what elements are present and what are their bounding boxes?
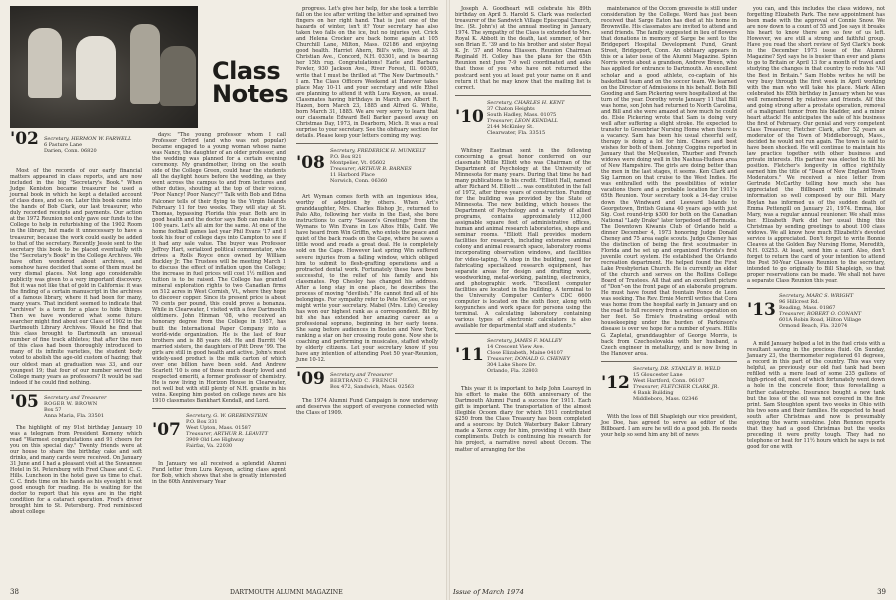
treasurer-address: 304 Lake Shore Dr. Orlando, Fla. 32803 [487, 362, 538, 375]
treasurer-address: 2144 McKinley St. Clearwater, Fla. 33515 [487, 123, 546, 136]
class-note-text: maintenance of the Occom gravesite is still under consideration by the College. Word has just been received that Sarge Eaton has died at his home in Brownville. His classmates are invited to attend and send friends. The family suggested in lieu of flowers that donations in memory of Sarge be sent to the Bridgeport Hospital Development Fund, Grant Street, Bridgeport, Conn. An obituary appears in this or a later issue of the Alumni Magazine. Spinn Norris wrote about a grandson, Andrew Breen, who has applied for entrance to Dartmouth. An excellent scholar and a good athlete, co-captain of his basketball team and on the soccer team. We learned on the Director of Admissions in his behalf. Both Bill Gooding and Sam Pickering were hospitalized at the turn of the year. Dorothy wrote January 11 that Bill was home, son John had returned to North Carolina, and Bill and she were amazed at how much he could do. Elsie Pickering wrote that Sam is doing very well after suffering a slight stroke. He expected to transfer to Greenbriar Nursing Home when there is a vacancy. Sam has been his usual cheerful self, therapy is doing a lot for him. Cheers and best wishes for both of them. Johnny Coggins reported in January that the McQuesten, Thurber and French widows were doing well in the Nashua-Hudson area of New Hampshire. The girls are doing better than the men in the last stages, it seems. Ken Clark and Sig Larmon on that cruise to the West Indies. He was enthralled with the possibilities of winter vacations there and a probable location for 1911's 65th Reunion. Your secretary took a 34-day cruise down the Windward and Leeward Islands to Georgetown, British Guiana 40 years ago with just Sig. Cost round-trip $300 for both on the Canadian National "Lady Drake" later torpedoed off Bermuda. The Downtown Kiwanis Club of Orlando held a dinner December 4, 1973 honoring Judge Donald Cheney and 75 area eagle scouts. Judge Cheney has the distinction of being the first scoutmaster in Florida and he set up and organized Florida's first juvenile court system. He established the Orlando recreation department. He helped found the First Lake Presbyterian Church. He is currently an elder of the church and serves on the Rollins College Board of Trustees. All that and an excellent picture of "Don"-on the front page of an elaborate program. He must have found that fountain Ponce de Leon was seeking. The Rev. Ernie Merrill writes that Cora was home from the hospital early in January and on the road to full recovery from a serious operation on her feet. So Ernie's frustrating ordeal with housekeeping under the burden of Parkinson's disease is over we hope for a number of years. Hillis G. Zapletal, granddaughter of George Morris, is back from Czechoslovakia with her husband, a Czech engineer in metallurgy, and is now living in the Hanover area. [601, 6, 737, 357]
secretary-block [330, 148, 438, 184]
class-year: '08 [296, 153, 325, 174]
secretary-block [186, 413, 286, 449]
class-year: '09 [296, 369, 325, 390]
magazine-name: DARTMOUTH ALUMNI MAGAZINE [230, 589, 343, 596]
secretary-block [44, 136, 142, 154]
right-page [449, 0, 896, 600]
right-column-1 [455, 6, 591, 453]
secretary-label: Secretary, MARC S. WRIGHT [779, 293, 854, 300]
class-year: '11 [455, 345, 484, 366]
class-year: '07 [152, 420, 181, 441]
class-year: '12 [601, 372, 630, 393]
treasurer-address: 3909 Old Lee Highway Fairfax, Va. 22030 [186, 437, 245, 450]
right-column-3 [747, 6, 885, 450]
class-note-text: Most of the records of our early financial matters appeared in class reports, and are now included in the big "Secretary's Book." When Judge Keniston became treasurer he used a journal book in which he kept a detailed account of class dues, and so on. Later this book came into the hands of Bob Clark, our last treasurer, who duly recorded receipts and payments. Our action at the 1972 Reunion not only gave our funds to the College to help in refurbishing of the 1902 Room in the library, but made it unnecessary to have a treasurer, because the work could easily be added to that of the secretary. Recently Jessie sent to the secretary this book to be placed eventually with the "Secretary's Book" in the College Archives. We have often wondered about archives, and somehow have decided that some of them must be very dismal places. Not long ago considerable publicity was given to a very important discovery. But it was not like that of gold in California: it was the finding of a certain manuscript in the archives of a famous library, where it had been for many, many years. That incident seemed to indicate that "archives" is a term for a place to hide things. Then we have wondered what some future searcher might find about our Class of 1902 in the Dartmouth Library Archives. Would he find that this class brought to Dartmouth an unusual number of fine track athletes; that after the men of this class had been thoroughly introduced to many of its infinite varieties, the student body voted to abolish the age-old custom of hazing; that our oldest man at graduation was 33, and our youngest 19; that four of our number served the College many years as professors? It would be sad indeed if he could find nothing. [10, 168, 142, 386]
class-note-text: This year it is important to help John Learoyd in his effort to make the 60th anniversary of the Dartmouth Alumni Fund a success for 1911. Each gift is important. The transportation of the almost illegible Ocoom diary for which 1911 contributed $250 from the Class Treasury has been completed and a sources: by Dutch Waterbury Baker Library made a Xerox copy for him, providing it with their compliments. Dutch is continuing his research for his project, a narrative novel about Occom. The matter of arranging for the [455, 386, 591, 453]
class-note-text: The highlight of my 91st birthday January 10 was a telegram from President Kemeny which read "Warmest congratulations and 91 cheers for you on this special day." Twenty friends were at our house to share the birthday cake and soft drinks, and many cards were received. On January 31 June and I had a pleasant visit at the Suwannee Hotel in St. Petersburg with Fred Chase and C. C. Hills. Luncheon in the hotel gave us time to chat. C. C. finds time on his hands as his eyesight is not good enough for reading. He is waiting for the doctor to report that his eyes are in the right condition for a cataract operation. Fred's driver brought him to St. Petersburg. Fred reminisced about college [10, 424, 142, 516]
class-note-text: Art Wyman comes forth with an ingenious idea, worthy of adoption by others. When Art's granddaughter, Mrs. Charles Bishop Jr., returned to Palo Alto, following her visits in the East, she bore instructions to carry "Season's Greetings" from the Wymans to Win Evans in Los Altos Hills, Calif. We have heard from Win Griffin, who extols the peace and quiet of the back roads on the Cape, where he saws a little wood and reads a great deal. He is completely sold on the Cape. However last spring Win suffered severe injuries from a falling window, which obliged him to submit to flesh-grafting operations and a protracted dental work. Fortunately these have been successful, to the relief of his family and his classmates. Pop Chesley has changed his address. After a long stay in one place, he describes the process of moving "devilish." He cannot find all of his belongings. For sympathy refer to Pete McGee, or you might write your secretary. Mabel (Mrs. Life) Greeley has won our highest rank as a correspondent. Bit by bit she has extended her amazing career as a professional soprano, beginning in her early teens. She sang before audiences in Boston and New York, ranking a star on her crossing route gone. Now she is coaching and performing in musicales, staffed wholly by elderly citizens. Let your secretary know if you have any intention of attending Post 50 year-Reunion, June 10-12. [296, 194, 438, 364]
secretary-block [487, 100, 591, 136]
class-year: '05 [10, 391, 39, 412]
class-note-text: progress. Let's give her help, for she took a terrible fall on the ice after writing the letter and sprained two fingers on her right hand. That is just one of the hazards of winter, isn't it? Your secretary has also taken two falls on the ice, but no injuries yet. Crick and Helena Crocker are back home again at 105 Churchill Lane, Milton, Mass. 02186 and enjoying good health. Harriet Ahern, Bill's wife, lives at 33 Christian Ave., Concord, N.H. 03301, and is bearing her 15th rug. Congratulations! Earle and Barbara Fowler, 930 Jackson Ave., River Forest, Ill. 60305, write that I must be thrilled at "The New Dartmouth." I am. The Class Officers Weekend at Hanover takes place May 10-11 and your secretary and wife Ethel are planning to attend it with Lura Keyson, as usual. Classmates having birthdays in March are Albert R. Hazen, born March 23, 1885 and Alfred G. White, born March 31, 1885. We are very sorry to learn that our classmate Edward Bell Barker passed away on Christmas Day, 1973, in Dearborn, Mich. It was a real surprise to your secretary. See the obituary section for details. Please keep your letters coming my way. [296, 6, 438, 139]
class-year: '13 [747, 300, 776, 321]
secretary-address: 6 Pasture Lane Darien, Conn. 06820 [44, 142, 97, 154]
class-note-text: In January we all received a splendid Alumni Fund letter from Lura Keyson, acting class agent for Bob, which shows that she is greatly interested in the 60th Anniversary Year [152, 461, 286, 486]
secretary-label: Secretary, DR. STANLEY B. WELD [633, 365, 721, 372]
secretary-address: 37 Chaton Heights South Hadley, Mass. 01075 [487, 105, 557, 118]
issue-date: Issue of March 1974 [453, 588, 524, 596]
secretary-block [487, 338, 591, 374]
secretary-address: 15 Gloucester Lane West Hartford, Conn. 06107 [633, 371, 705, 384]
right-column-2 [601, 6, 737, 438]
treasurer-address: 601A Robin Road, Hilton Village Ormond Beach, Fla. 32074 [779, 317, 862, 330]
page-number-right: 39 [877, 588, 886, 596]
treasurer-label: Treasurer, ARTHUR B. BARNES [330, 166, 412, 173]
class-note-text: you can, and this includes the class widows, not forgetting Elizabeth Park. The new appointment has been made with the approval of Connie Snow. We are now down to a count of 55 and Joe says it breaks his heart to know there are so few of us left. However, we are still a strong and faithful group. Have you read the short review of Syd Clark's book in the December 1973 issue of the Alumni Magazine? Syd says he is busier than ever and plans to go to Britain or April 13 for a month of travel and studying the changes in that country to redo his "All the Best in Britain." Sam Hobbs writes he will be very busy through the first week in April working with the man who will take his place. Mark Allen celebrated his 85th birthday in January when he was well remembered by relatives and friends. Alf this and going strong after a prostate operation, removal of a malignant tumor from his bladder, and a minor heart attack! He anticipates the sale of his business the first of February. Our genial and very competent Class Treasurer, Fletcher Clark, after 52 years as moderator of the Town of Middleborough, Mass., decided he would not run again. The town is said to have been shocked. He will continue to maintain his law practice together with other business and private interests. His partner was elected to fill his position. Fletcher's longevity in office rightfully earned him the title of "Dean of New England Town Moderators." We received a nice letter from Gertrude McCarthy telling how much she has appreciated the Billboard with its intimate information so well composed by our Bill. Mary Boylan has informed us of the sudden death of Emma Pettengill on January 21, 1974. Emma, like Mary, was a regular annual reunioner. We shall miss her. Elizabeth Park did her usual thing this Christmas by sending greetings to about 100 class widows. We all know how much Elizabeth's devoted service is appreciated. Don't forget to write Bonnie Cleaves at the Golden Bay Nursing Home, Meredith, N.H. 03253. At least, send him a card. Also, don't forget to return the card of your intention to attend the Post 50-Year Classes Reunion to the secretary, intended to go originally to Bill Shapleigh, so that proper reservations can be made. We shall not have a separate Class Reunion this year. [747, 6, 885, 285]
treasurer-label: Treasurer, ARTHUR R. LEAVITT [186, 431, 268, 438]
secretary-block [44, 395, 142, 419]
class-year: '02 [10, 129, 39, 149]
secretary-address: 96 Hillcrest Rd. Reading, Mass. 01867 [779, 299, 836, 312]
class-note-text: With the loss of Bill Shapleigh our vice president, Joe Doe, has agreed to serve as editor of the Billboard. I am sure he will do a good job. He needs your help so send him any bit of news [601, 413, 737, 438]
class-note-text: Whitney Eastman sent in the following concerning a great honor conferred on our classmate Millie Elliott who was Chairman of the Department of Psychology at the University of Minnesota for many years. During that time he had many publications to his credit. "Elliott Hall, named after Richard M. Elliott ... was constituted in the fall of 1972, after three years of construction. Funding for the building was provided by the State of Minnesota. The new building, which houses the Department of Psychology and a variety of allied programs, contains approximately 112,000 assignable square feet of administrative offices, human and animal research laboratories, shops and seminar rooms. "Elliott Hall provides modern facilities for research, including extensive animal colony and animal research space, laboratory rooms incorporating observation windows, and facilities for video-taping. "A shop in the building, used for fabricating specialized research equipment, has separate areas for design and drafting work, woodworking, metal-working, painting, electronics, and photographic work. "Excellent computer facilities are located in the building. A terminal to the University Computer Center's CDC 6600 computer is located on the sixth floor, along with keypunches and work space for persons using the terminal. A calculating laboratory containing various types of electronic calculators is also available for departmental staff and students." [455, 147, 591, 330]
treasurer-label: Treasurer, FLETCHER CLARK JR. [633, 383, 719, 390]
class-note-text: Joseph A. Goodheart will celebrate his 89th birthday on April 5. Harold S. Clark was reelected treasurer of the Sandwich Village Episcopal Church, Inc. (St. John's) at the annual meeting in January 1974. The sympathy of the Class is extended to Mrs. Royal K. Abbott in the death, last summer, of her son Brian E. '39 and to his brother and sister Royal K. Jr. '37 and Mona Eliassen. Reunion Chairman Reginald H. Colley has the plans for the 65th Reunion next June 7-9 well coordinated and asks that those of you who have not returned the postcard sent you at least put your name on it and return it that he may know that the mailing list is correct. [455, 6, 592, 91]
secretary-block [779, 293, 885, 329]
left-column-2 [152, 132, 286, 485]
secretary-address: P.O. Box 821 Montpelier, Vt. 05602 [330, 154, 386, 167]
secretary-label: Secretary, FREDERICK H. MUNKELT [330, 148, 426, 155]
class-note-text: A mild January helped a lot in the fuel crisis with a resultant saving in the precious fluid. On Sunday, January 23, the thermometer registered 61 degrees, a record in this part of the country. This was very helpful, as previously our old fuel tank had been refilled with a mere load of some 235 gallons of high-priced oil, most of which fortunately went down a hole in the concrete floor, thus forestalling a further catastrophe. Insurance bought a new tank but the loss of the oil was not covered in the fine print. Sam Stoughton spent two weeks in Ohio with his two sons and their families. He expected to head south after Christmas and now is presumably enjoying the warm sunshine. John Rennon reports that they had a good Christmas but the weeks preceding it were pretty tough. They had no telephone or heat for 11½ hours which he says is not good for one with [747, 341, 885, 450]
title-line-2: Notes [212, 80, 289, 108]
treasurer-label: Treasurer, ROBERT O. CONANT [779, 311, 862, 318]
treasurer-label: Treasurer, DONALD G. CHENEY [487, 356, 570, 363]
class-year: '10 [455, 106, 484, 127]
secretary-block [633, 366, 737, 402]
left-column-3 [296, 6, 438, 416]
class-note-text: The 1974 Alumni Fund Campaign is now underway and deserves the support of everyone connected with the Class of 1909. [296, 398, 438, 417]
left-page [0, 0, 447, 600]
secretary-label: Secretary and Treasurer [44, 394, 107, 401]
treasurer-address: 4 Bank Building Middleboro, Mass. 02346 [633, 389, 698, 402]
secretary-name: ROGER W. BROWN [44, 400, 98, 407]
class-note-text: days: "The young professor whom I call Professor Orford (and who was not popular) became engaged to a young woman whose name was Nancy, the daughter of an older professor, and the wedding was planned for a certain evening ceremony. My grandmother, living on the south side of the College Green, could hear the students all the daylight hours before the wedding, as they went across the campus to and from lectures and other duties, shouting at the top of their voices, 'Poor Nancy! Poor Nancy!'" Talk with Bob and Edna Falconer tells of their flying to the Virgin Islands February 11 for two weeks. They will stay at St. Thomas, bypassing Florida this year. Both are in good health and the doctor says Bob can make it to 100 years. Let's all aim for the same. At one of the home football games last year Phil Evans '17 and I took his four of college days into Campton to see if it had any sale value. The buyer was Professor Jeffrey Hart, serialized political commentator, who drives a Rolls Royce once owned by William Buckley Jr. The Trustees will be meeting March 1 to discuss the effect of inflation upon the College; the increase in fuel prices will cost 1½ million and tuition is to be raised. The College has granted mineral exploration rights to two Canadian firms on 512 acres in West Cornish, Vt., where they hope to discover copper. Since its present price is about 70 cents per pound, this could prove a bonanza. While in Clearwater, I visited with a few Dartmouth oldtimers. John Hinman '08, who received an honorary degree from the College in 1957, has built the International Paper Company into a world-wide organization. He is the last of four brothers and is 88 years old. He and Burritt '04 married sisters, the daughters of Pitt Drew '99. The girls are still in good health and active. John's most widely-used product is the milk carton of which over one billion have been sold. And Andrew Scarlett '10 is one of those much dearly loved and respected emeriti, a former professor of chemistry. He is now living in Horizon House in Clearwater, not well but with still plenty of N.H. granite in his veins. Keeping him posted on college news are his 1910 classmates Bankhart Kendall, and Lord. [152, 132, 286, 405]
treasurer-address: 11 Harbord Place Norwich, Conn. 06360 [330, 172, 388, 185]
secretary-label: Secretary, JAMES F. MALLEY [487, 338, 562, 345]
secretary-address: Box 472, Sandwich, Mass. 02563 [330, 384, 415, 391]
treasurer-label: Treasurer, LEON KENDALL [487, 117, 558, 124]
page-number-left: 38 [10, 588, 19, 596]
secretary-address: 14 Crescent View Ave. Close Elizabeth, Maine 04107 [487, 344, 563, 357]
title-line-1: Class [212, 57, 281, 85]
secretary-block [330, 372, 438, 390]
secretary-name: BERTRAND C. FRENCH [330, 378, 398, 385]
secretary-label: Secretary, G. W. GREBENSTEIN [186, 413, 268, 420]
class-photo [10, 6, 198, 128]
secretary-label: Secretary, CHARLES H. KENT [487, 99, 565, 106]
secretary-label: Secretary and Treasurer [330, 372, 393, 379]
secretary-address: Box 57 Anna Maria, Fla. 33501 [44, 406, 105, 419]
secretary-label: Secretary, HERMON W. FARWELL [44, 136, 132, 142]
secretary-address: P.O. Box 331 West Upton, Mass. 01587 [186, 419, 252, 432]
left-column-1 [10, 129, 142, 516]
